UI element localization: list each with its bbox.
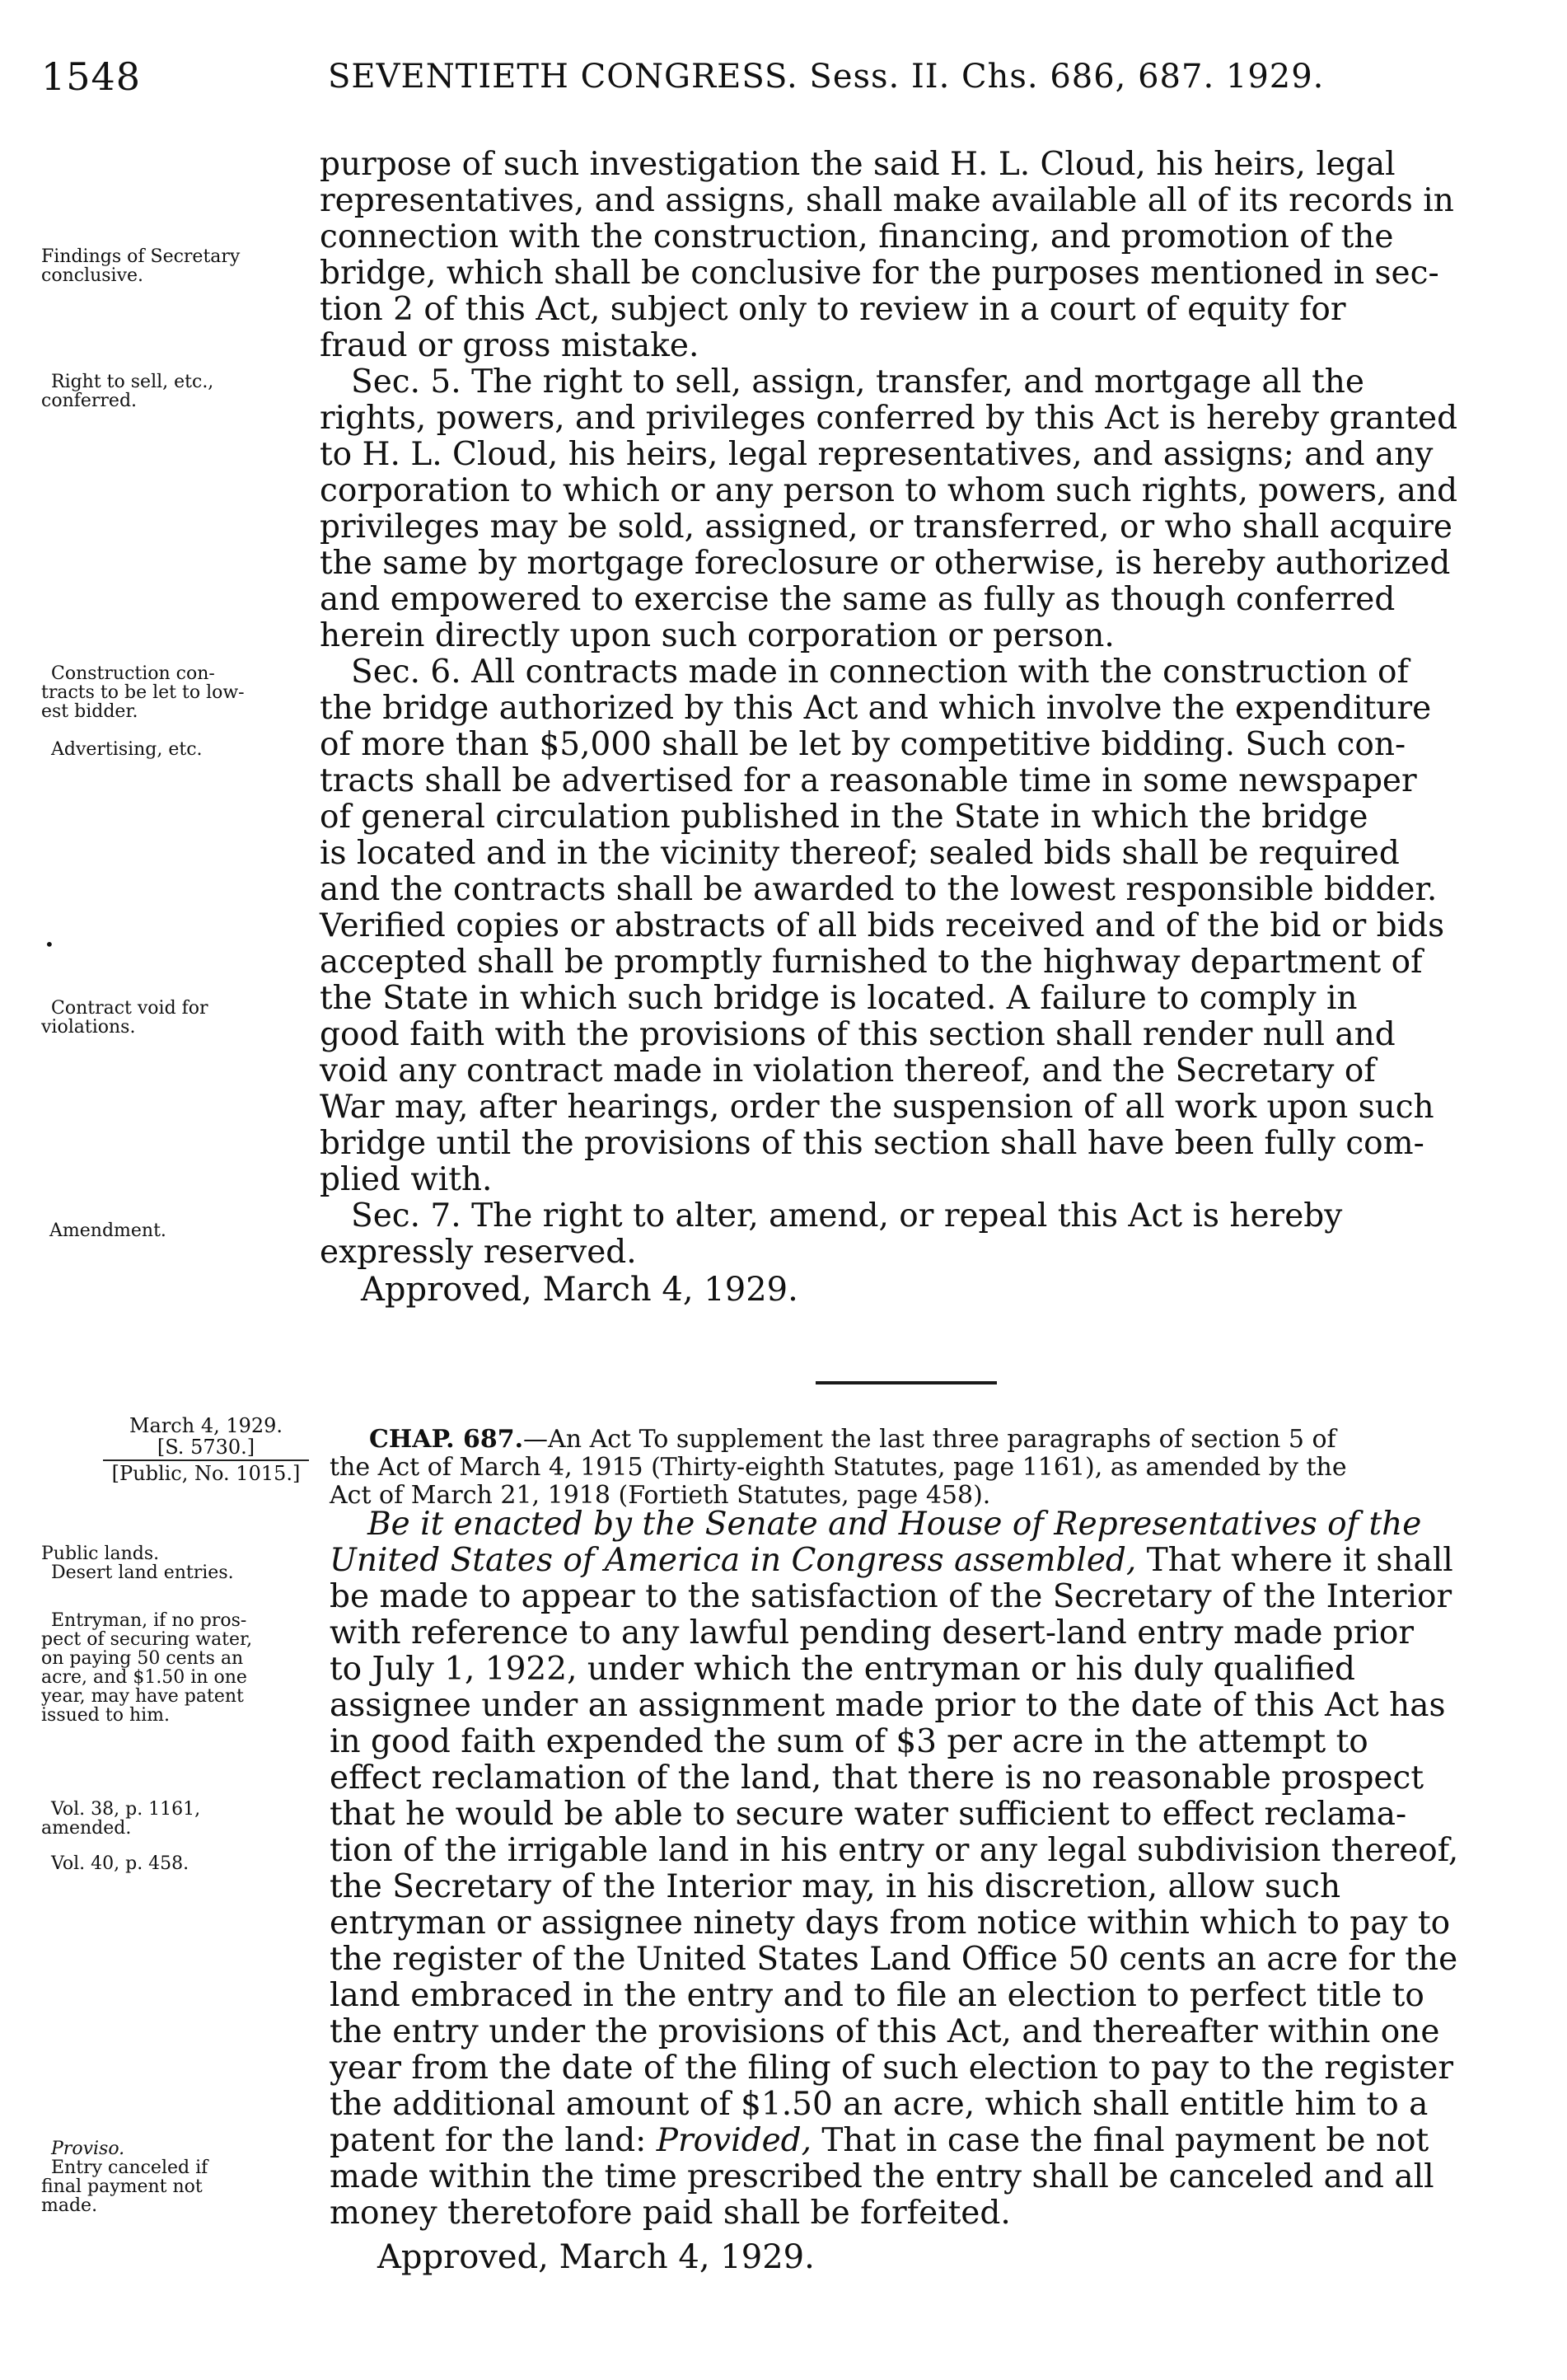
enacting-clause-italic: United States of America in Congress assembled, bbox=[330, 1542, 1137, 1579]
section-7-first-line bbox=[351, 1198, 1342, 1235]
proviso-post: That in case the final payment be not bbox=[812, 2122, 1429, 2159]
meta-divider bbox=[103, 1459, 309, 1461]
text-line: with reference to any lawful pending desert-land entry made prior bbox=[330, 1614, 1415, 1651]
public-law-number: [Public, No. 1015.] bbox=[111, 1462, 301, 1485]
text-line: void any contract made in violation thereof, and the Secretary of bbox=[320, 1052, 1376, 1089]
text-line: purpose of such investigation the said H. L. Cloud, his heirs, legal bbox=[320, 146, 1396, 183]
text-line: and empowered to exercise the same as fully as though conferred bbox=[320, 581, 1396, 618]
page-header bbox=[0, 54, 1567, 104]
text-line: the Secretary of the Interior may, in his discretion, allow such bbox=[330, 1868, 1341, 1905]
text-line: tion of the irrigable land in his entry or any legal subdivision thereof, bbox=[330, 1832, 1459, 1869]
text-line: be made to appear to the satisfaction of the Secretary of the Interior bbox=[330, 1578, 1452, 1615]
text-line: bridge, which shall be conclusive for the purposes mentioned in sec- bbox=[320, 255, 1439, 292]
sidenote-contract-void: Contract void for violations. bbox=[41, 998, 208, 1038]
sidenote-construction: Construction con- tracts to be let to low- est bidder. bbox=[41, 663, 245, 722]
section-5-text: The right to sell, assign, transfer, and mortgage all the bbox=[471, 363, 1364, 401]
text-line: representatives, and assigns, shall make available all of its records in bbox=[320, 182, 1454, 219]
text-line: bridge until the provisions of this section shall have been fully com- bbox=[320, 1125, 1424, 1162]
approved-687: Approved, March 4, 1929. bbox=[377, 2238, 815, 2276]
text-line: made within the time prescribed the entry shall be canceled and all bbox=[330, 2158, 1434, 2195]
chapter-number: CHAP. 687. bbox=[369, 1425, 524, 1454]
text-line: to H. L. Cloud, his heirs, legal representatives, and assigns; and any bbox=[320, 436, 1434, 473]
text-line: entryman or assignee ninety days from notice within which to pay to bbox=[330, 1904, 1451, 1942]
provided-word: Provided, bbox=[656, 2122, 812, 2159]
chapter-title-text: —An Act To supplement the last three paragraphs of section 5 of bbox=[523, 1425, 1336, 1454]
text-line: herein directly upon such corporation or person. bbox=[320, 617, 1115, 654]
text-line: tracts shall be advertised for a reasonable time in some newspaper bbox=[320, 762, 1417, 799]
text-line: War may, after hearings, order the suspension of all work upon such bbox=[320, 1089, 1434, 1126]
text-line: privileges may be sold, assigned, or transferred, or who shall acquire bbox=[320, 508, 1452, 546]
section-5-title: Sec. 5. bbox=[351, 363, 461, 401]
text-line: assignee under an assignment made prior to the date of this Act has bbox=[330, 1687, 1446, 1724]
text-line: to July 1, 1922, under which the entryman or his duly qualified bbox=[330, 1651, 1355, 1688]
sidenote-entryman: Entryman, if no pros- pect of securing water, on paying 50 cents an acre, and $1.50 in one year, may have patent issued to him. bbox=[41, 1610, 253, 1726]
text-line: year from the date of the filing of such election to pay to the register bbox=[330, 2050, 1453, 2087]
text-line: connection with the construction, financing, and promotion of the bbox=[320, 218, 1394, 255]
sidenote-public-lands: Public lands. Desert land entries. bbox=[41, 1544, 234, 1583]
text-line: the bridge authorized by this Act and which involve the expenditure bbox=[320, 690, 1432, 727]
text-line: tion 2 of this Act, subject only to review in a court of equity for bbox=[320, 291, 1346, 328]
section-5-first-line bbox=[351, 364, 1364, 401]
senate-bill-number: [S. 5730.] bbox=[157, 1436, 255, 1459]
proviso-line bbox=[330, 2123, 1429, 2159]
sidenote-findings: Findings of Secretary conclusive. bbox=[41, 246, 241, 286]
sidenote-vol-40: Vol. 40, p. 458. bbox=[51, 1853, 189, 1874]
text-line: money theretofore paid shall be forfeited. bbox=[330, 2195, 1011, 2232]
margin-bullet: • bbox=[44, 935, 54, 954]
sidenote-proviso: Proviso. Entry canceled if final payment not made. bbox=[41, 2139, 325, 2215]
text-line: plied with. bbox=[320, 1161, 493, 1198]
proviso-pre: patent for the land: bbox=[330, 2122, 657, 2159]
sidenote-advertising: Advertising, etc. bbox=[51, 739, 203, 760]
text-line: that he would be able to secure water sufficient to effect reclama- bbox=[330, 1796, 1407, 1833]
text-line: corporation to which or any person to whom such rights, powers, and bbox=[320, 472, 1458, 509]
text-line: the register of the United States Land Office 50 cents an acre for the bbox=[330, 1941, 1458, 1978]
chapter-heading-line: the Act of March 4, 1915 (Thirty-eighth Statutes, page 1161), as amended by the bbox=[330, 1453, 1347, 1482]
section-6-text: All contracts made in connection with the construction of bbox=[471, 654, 1409, 691]
enacting-clause: Be it enacted by the Senate and House of Representatives of the bbox=[367, 1506, 1422, 1543]
text-line: land embraced in the entry and to file an election to perfect title to bbox=[330, 1977, 1424, 2014]
sidenote-amendment: Amendment. bbox=[49, 1220, 166, 1241]
chapter-heading-line bbox=[369, 1426, 1336, 1454]
text-line: expressly reserved. bbox=[320, 1234, 637, 1271]
section-7-title: Sec. 7. bbox=[351, 1197, 461, 1235]
page-number: 1548 bbox=[41, 54, 142, 99]
text-line: of more than $5,000 shall be let by competitive bidding. Such con- bbox=[320, 726, 1406, 763]
text-line: good faith with the provisions of this section shall render null and bbox=[320, 1016, 1396, 1053]
sidenote-right-to-sell: Right to sell, etc., conferred. bbox=[41, 372, 214, 411]
chapter-687-meta bbox=[66, 1415, 346, 1484]
proviso-label: Proviso. bbox=[51, 2139, 125, 2159]
chapter-divider bbox=[816, 1381, 997, 1384]
sidenote-vol-38: Vol. 38, p. 1161, amended. bbox=[41, 1799, 201, 1839]
text-line: in good faith expended the sum of $3 per acre in the attempt to bbox=[330, 1723, 1368, 1760]
section-6-title: Sec. 6. bbox=[351, 654, 461, 691]
text-line: is located and in the vicinity thereof; sealed bids shall be required bbox=[320, 835, 1400, 872]
text-line: the entry under the provisions of this Act, and thereafter within one bbox=[330, 2013, 1440, 2050]
section-6-first-line bbox=[351, 654, 1409, 691]
chapter-heading-line: Act of March 21, 1918 (Fortieth Statutes, page 458). bbox=[330, 1481, 991, 1510]
section-7-text: The right to alter, amend, or repeal this Act is hereby bbox=[471, 1197, 1343, 1235]
approved-686: Approved, March 4, 1929. bbox=[361, 1271, 798, 1309]
approval-date: March 4, 1929. bbox=[129, 1414, 283, 1437]
text-line: of general circulation published in the State in which the bridge bbox=[320, 799, 1368, 836]
running-head: SEVENTIETH CONGRESS. Sess. II. Chs. 686, 687. 1929. bbox=[328, 58, 1325, 96]
text-line: the same by mortgage foreclosure or otherwise, is hereby authorized bbox=[320, 545, 1451, 582]
enacting-clause-rest: That where it shall bbox=[1136, 1542, 1453, 1579]
text-line: the State in which such bridge is located. A failure to comply in bbox=[320, 980, 1358, 1017]
text-line: accepted shall be promptly furnished to the highway department of bbox=[320, 944, 1423, 981]
text-line: rights, powers, and privileges conferred by this Act is hereby granted bbox=[320, 400, 1458, 437]
enacting-clause-2 bbox=[330, 1543, 1453, 1579]
text-line: fraud or gross mistake. bbox=[320, 327, 699, 364]
text-line: Verified copies or abstracts of all bids received and of the bid or bids bbox=[320, 907, 1445, 944]
text-line: effect reclamation of the land, that there is no reasonable prospect bbox=[330, 1759, 1424, 1797]
text-line: the additional amount of $1.50 an acre, which shall entitle him to a bbox=[330, 2086, 1429, 2123]
text-line: and the contracts shall be awarded to the lowest responsible bidder. bbox=[320, 871, 1438, 908]
